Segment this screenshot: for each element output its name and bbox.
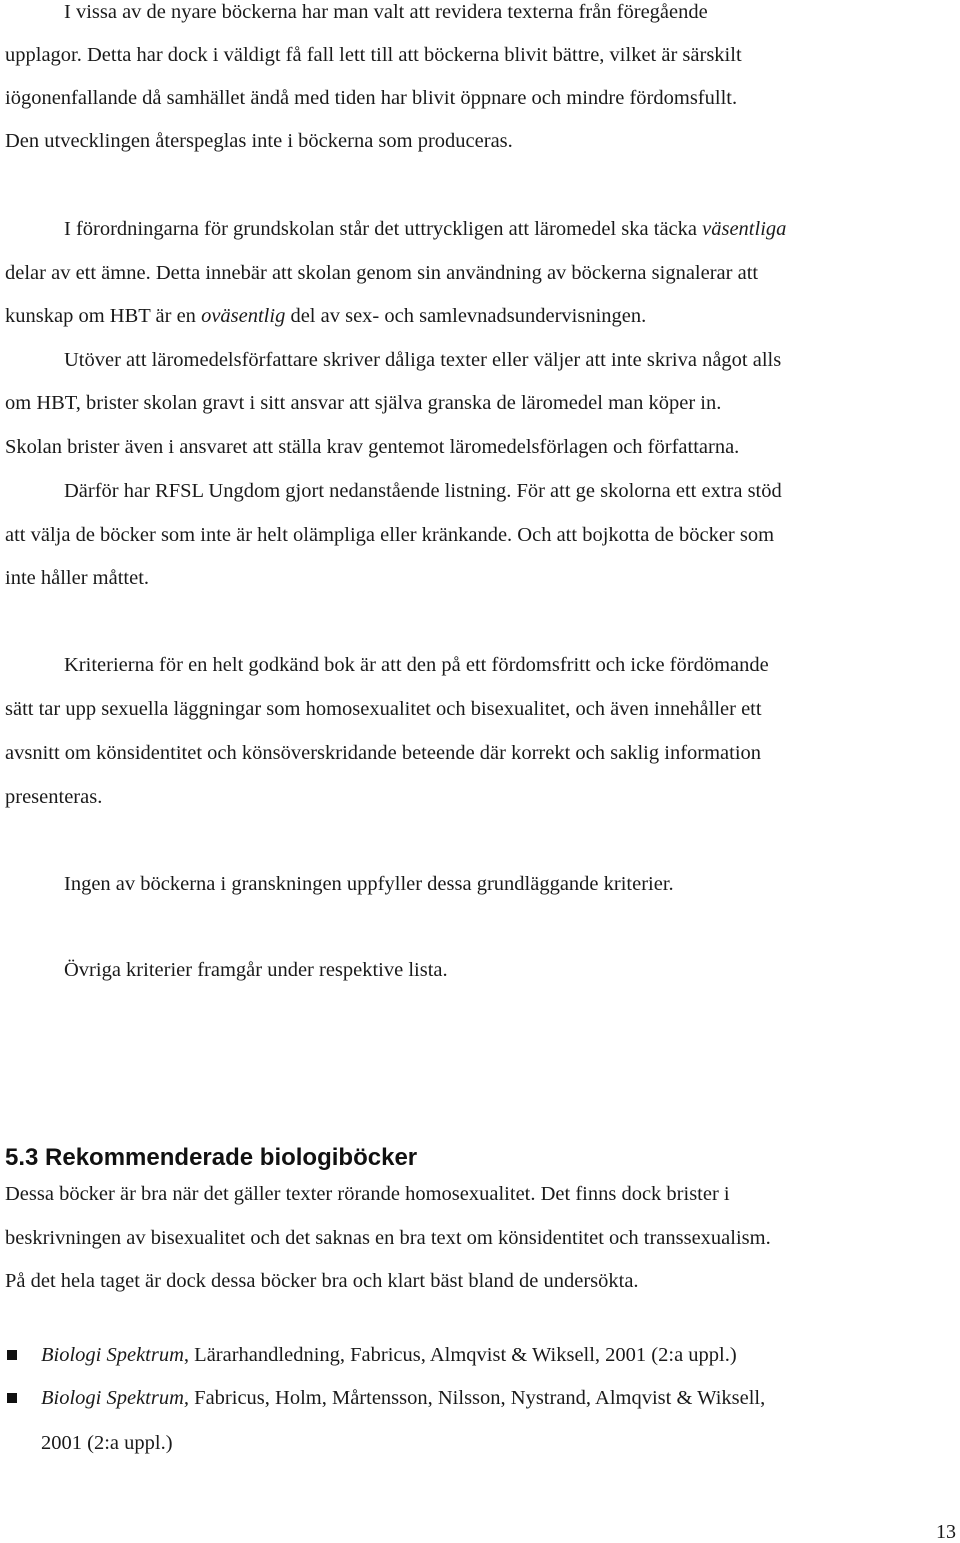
bullet-icon bbox=[7, 1393, 17, 1403]
emphasis-vasentliga: väsentliga bbox=[702, 218, 787, 240]
book-title: Biologi Spektrum, bbox=[41, 1387, 190, 1409]
paragraph-5-line-3: avsnitt om könsidentitet och könsöverskridande beteende där korrekt och saklig information bbox=[5, 742, 762, 764]
paragraph-7: Övriga kriterier framgår under respektive lista. bbox=[64, 959, 448, 981]
paragraph-2-text: I förordningarna för grundskolan står det uttryckligen att läromedel ska täcka bbox=[64, 218, 703, 240]
paragraph-2-line-3 bbox=[5, 303, 646, 329]
paragraph-3-line-1: Utöver att läromedelsförfattare skriver dåliga texter eller väljer att inte skriva något alls bbox=[64, 349, 782, 371]
section-intro-line-1: Dessa böcker är bra när det gäller texter rörande homosexualitet. Det finns dock brister i bbox=[5, 1183, 730, 1205]
book-list-item-1 bbox=[41, 1342, 737, 1368]
paragraph-2-text: kunskap om HBT är en bbox=[5, 305, 202, 327]
paragraph-3-line-3: Skolan brister även i ansvaret att ställa krav gentemot läromedelsförlagen och författarna. bbox=[5, 436, 740, 458]
book-title: Biologi Spektrum bbox=[41, 1344, 184, 1366]
paragraph-1-line-1: I vissa av de nyare böckerna har man valt att revidera texterna från föregående bbox=[64, 1, 708, 23]
book-details: Fabricus, Holm, Mårtensson, Nilsson, Nystrand, Almqvist & Wiksell, bbox=[189, 1387, 766, 1409]
emphasis-ovasentlig: oväsentlig bbox=[201, 305, 286, 327]
paragraph-4-line-3: inte håller måttet. bbox=[5, 567, 150, 589]
section-intro-line-2: beskrivningen av bisexualitet och det saknas en bra text om könsidentitet och transsexualism. bbox=[5, 1227, 771, 1249]
paragraph-5-line-4: presenteras. bbox=[5, 786, 103, 808]
paragraph-5-line-1: Kriterierna för en helt godkänd bok är att den på ett fördomsfritt och icke fördömande bbox=[64, 654, 769, 676]
paragraph-1-line-3: iögonenfallande då samhället ändå med tiden har blivit öppnare och mindre fördomsfullt. bbox=[5, 87, 738, 109]
paragraph-2-line-2: delar av ett ämne. Detta innebär att skolan genom sin användning av böckerna signalerar att bbox=[5, 262, 759, 284]
paragraph-5-line-2: sätt tar upp sexuella läggningar som homosexualitet och bisexualitet, och även innehåller ett bbox=[5, 698, 762, 720]
paragraph-1-line-4: Den utvecklingen återspeglas inte i böckerna som produceras. bbox=[5, 130, 513, 152]
book-list-item-2-continued: 2001 (2:a uppl.) bbox=[41, 1432, 173, 1454]
book-details: , Lärarhandledning, Fabricus, Almqvist & Wiksell, 2001 (2:a uppl.) bbox=[183, 1344, 737, 1366]
paragraph-4-line-1: Därför har RFSL Ungdom gjort nedanstående listning. För att ge skolorna ett extra stöd bbox=[64, 480, 782, 502]
paragraph-2-text: del av sex- och samlevnadsundervisningen. bbox=[285, 305, 647, 327]
section-heading: 5.3 Rekommenderade biologiböcker bbox=[5, 1144, 418, 1171]
paragraph-3-line-2: om HBT, brister skolan gravt i sitt ansvar att själva granska de läromedel man köper in. bbox=[5, 392, 722, 414]
page-number: 13 bbox=[936, 1521, 956, 1543]
paragraph-2-line-1 bbox=[64, 216, 786, 242]
section-intro-line-3: På det hela taget är dock dessa böcker bra och klart bäst bland de undersökta. bbox=[5, 1270, 639, 1292]
paragraph-1-line-2: upplagor. Detta har dock i väldigt få fall lett till att böckerna blivit bättre, vilket är särskilt bbox=[5, 44, 742, 66]
paragraph-4-line-2: att välja de böcker som inte är helt olämpliga eller kränkande. Och att bojkotta de böcker som bbox=[5, 524, 775, 546]
book-list-item-2 bbox=[41, 1385, 765, 1411]
paragraph-6: Ingen av böckerna i granskningen uppfyller dessa grundläggande kriterier. bbox=[64, 873, 674, 895]
bullet-icon bbox=[7, 1350, 17, 1360]
